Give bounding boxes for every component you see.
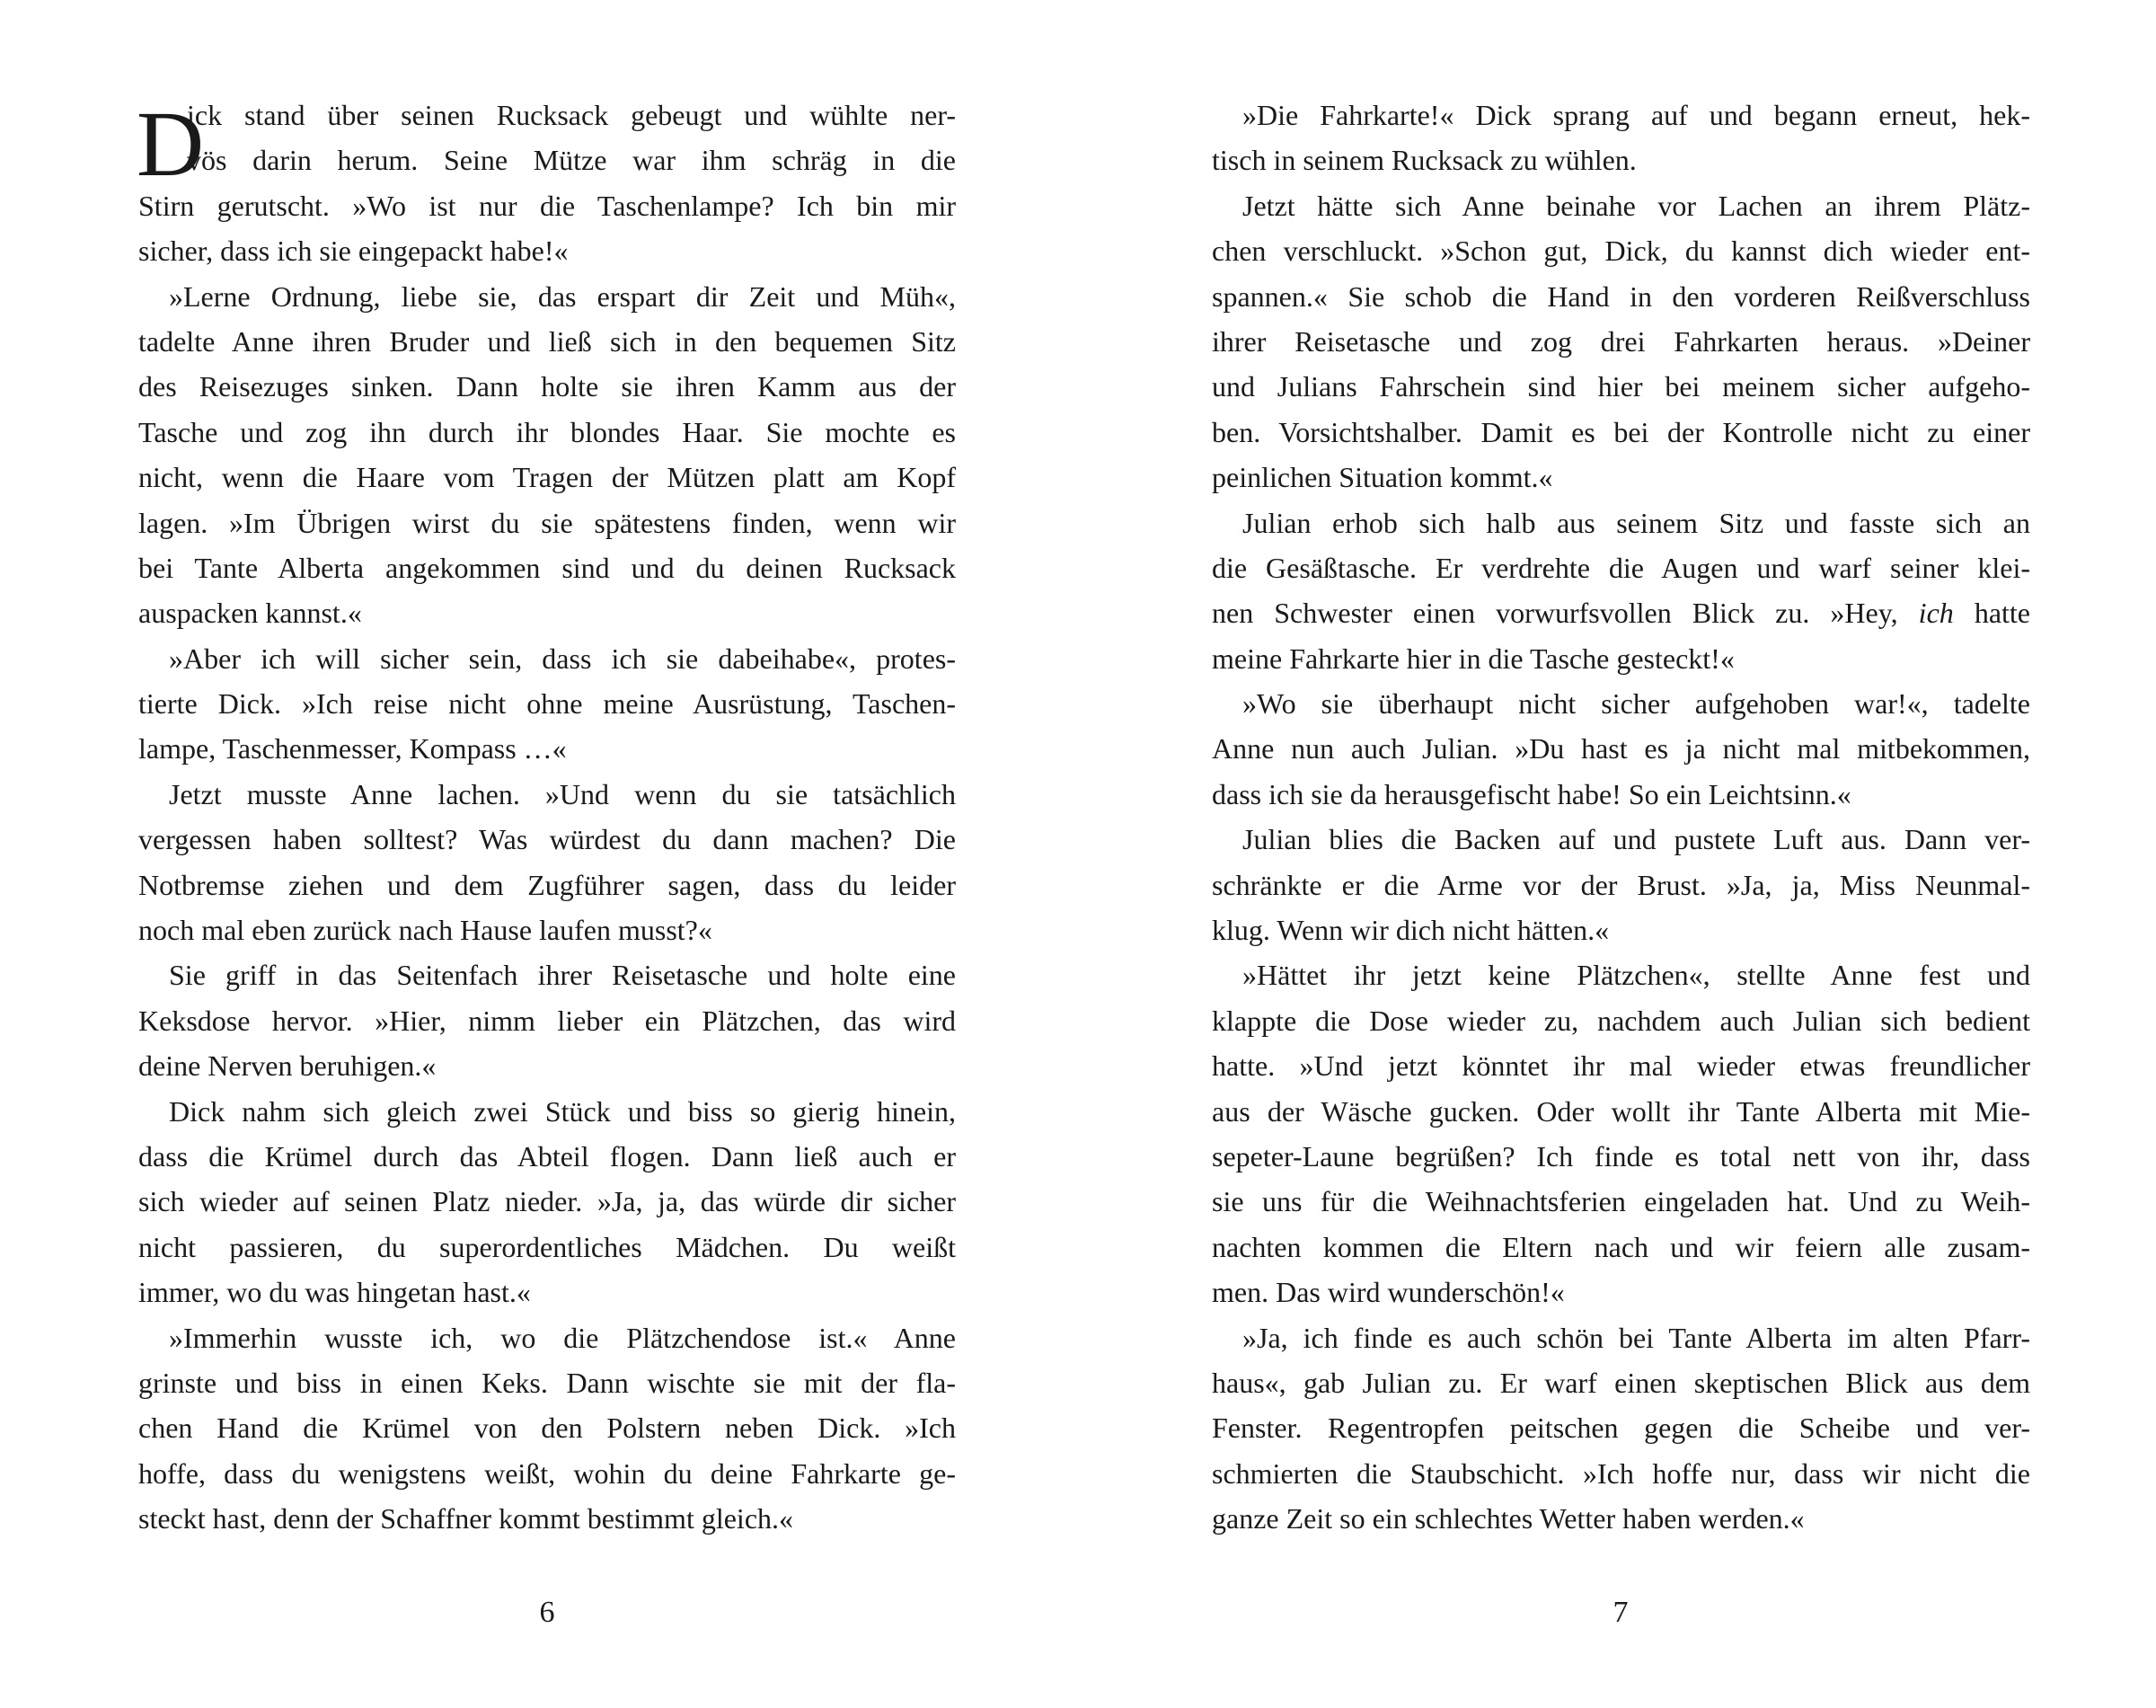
drop-cap: D bbox=[137, 93, 205, 196]
text-line: klug. Wenn wir dich nicht hätten.« bbox=[1212, 914, 1610, 947]
text-line: »Ja, ich finde es auch schön bei Tante Alberta im alten Pfarr- bbox=[1242, 1321, 2030, 1354]
paragraph bbox=[1212, 952, 2030, 1314]
text-line: grinste und biss in einen Keks. Dann wischte sie mit der fla- bbox=[138, 1366, 956, 1399]
text-line: tierte Dick. »Ich reise nicht ohne meine Ausrüstung, Taschen- bbox=[138, 687, 956, 721]
paragraph bbox=[138, 1089, 956, 1315]
text-line: schmierten die Staubschicht. »Ich hoffe nur, dass wir nicht die bbox=[1212, 1456, 2030, 1490]
italic-text: ich bbox=[1918, 597, 1954, 630]
text-line: Keksdose hervor. »Hier, nimm lieber ein Plätzchen, das wird bbox=[138, 1004, 956, 1037]
text-line: ben. Vorsichtshalber. Damit es bei der Kontrolle nicht zu einer bbox=[1212, 415, 2030, 448]
text-line: spannen.« Sie schob die Hand in den vorderen Reißverschluss bbox=[1212, 279, 2030, 313]
left-page-text bbox=[138, 93, 956, 1542]
text-segment: nen Schwester einen vorwurfsvollen Blick zu. »Hey, bbox=[1212, 597, 1919, 630]
text-line: hatte. »Und jetzt könntet ihr mal wieder etwas freundlicher bbox=[1212, 1049, 2030, 1083]
text-line: Julian erhob sich halb aus seinem Sitz und fasste sich an bbox=[1242, 506, 2030, 539]
text-line: Notbremse ziehen und dem Zugführer sagen, dass du leider bbox=[138, 868, 956, 901]
text-line: nicht passieren, du superordentliches Mädchen. Du weißt bbox=[138, 1230, 956, 1263]
paragraph bbox=[1212, 93, 2030, 183]
paragraph bbox=[138, 772, 956, 953]
paragraph bbox=[138, 952, 956, 1088]
text-line: klappte die Dose wieder zu, nachdem auch Julian sich bedient bbox=[1212, 1004, 2030, 1037]
right-page-text bbox=[1212, 93, 2030, 1542]
page-number: 6 bbox=[539, 1596, 555, 1629]
text-line: ganze Zeit so ein schlechtes Wetter haben werden.« bbox=[1212, 1502, 1805, 1535]
text-line: Sie griff in das Seitenfach ihrer Reisetasche und holte eine bbox=[169, 959, 956, 992]
right-page bbox=[1078, 0, 2156, 1708]
text-line: meine Fahrkarte hier in die Tasche gesteckt!« bbox=[1212, 642, 1735, 675]
text-line: Tasche und zog ihn durch ihr blondes Haar. Sie mochte es bbox=[138, 415, 956, 448]
text-line: »Lerne Ordnung, liebe sie, das erspart dir Zeit und Müh«, bbox=[169, 279, 956, 313]
text-line: und Julians Fahrschein sind hier bei meinem sicher aufgeho- bbox=[1212, 370, 2030, 403]
text-line: Jetzt musste Anne lachen. »Und wenn du sie tatsächlich bbox=[169, 777, 956, 810]
text-line: Julian blies die Backen auf und pustete Luft aus. Dann ver- bbox=[1242, 823, 2030, 856]
paragraph bbox=[1212, 183, 2030, 500]
text-line: steckt hast, denn der Schaffner kommt bestimmt gleich.« bbox=[138, 1502, 794, 1535]
text-line: peinlichen Situation kommt.« bbox=[1212, 461, 1553, 494]
text-line: schränkte er die Arme vor der Brust. »Ja, ja, Miss Neunmal- bbox=[1212, 868, 2030, 901]
text-line: chen Hand die Krümel von den Polstern neben Dick. »Ich bbox=[138, 1412, 956, 1445]
text-line: immer, wo du was hingetan hast.« bbox=[138, 1276, 531, 1309]
text-line: sepeter-Laune begrüßen? Ich finde es total nett von ihr, dass bbox=[1212, 1139, 2030, 1173]
text-line: Fenster. Regentropfen peitschen gegen die Scheibe und ver- bbox=[1212, 1412, 2030, 1445]
paragraph bbox=[1212, 500, 2030, 682]
text-line: vös darin herum. Seine Mütze war ihm schräg in die bbox=[187, 144, 956, 177]
text-line: sicher, dass ich sie eingepackt habe!« bbox=[138, 235, 569, 268]
text-line: aus der Wäsche gucken. Oder wollt ihr Tante Alberta mit Mie- bbox=[1212, 1094, 2030, 1128]
text-line: »Immerhin wusste ich, wo die Plätzchendose ist.« Anne bbox=[169, 1321, 956, 1354]
paragraph bbox=[1212, 1315, 2030, 1542]
text-line: sie uns für die Weihnachtsferien eingeladen hat. Und zu Weih- bbox=[1212, 1185, 2030, 1218]
text-line: noch mal eben zurück nach Hause laufen musst?« bbox=[138, 914, 712, 947]
text-line: »Hättet ihr jetzt keine Plätzchen«, stellte Anne fest und bbox=[1242, 959, 2030, 992]
text-line: Stirn gerutscht. »Wo ist nur die Taschenlampe? Ich bin mir bbox=[138, 189, 956, 222]
text-line: Jetzt hätte sich Anne beinahe vor Lachen an ihrem Plätz- bbox=[1242, 189, 2030, 222]
text-segment: hatte bbox=[1953, 597, 2031, 630]
text-line: »Aber ich will sicher sein, dass ich sie dabeihabe«, protes- bbox=[169, 642, 956, 675]
paragraph bbox=[138, 1315, 956, 1542]
text-line: chen verschluckt. »Schon gut, Dick, du kannst dich wieder ent- bbox=[1212, 235, 2030, 268]
text-line: dass ich sie da herausgefischt habe! So ein Leichtsinn.« bbox=[1212, 777, 1851, 810]
text-line bbox=[1212, 590, 2030, 635]
text-line: nicht, wenn die Haare vom Tragen der Mützen platt am Kopf bbox=[138, 461, 956, 494]
text-line: tadelte Anne ihren Bruder und ließ sich in den bequemen Sitz bbox=[138, 324, 956, 358]
text-line: dass die Krümel durch das Abteil flogen. Dann ließ auch er bbox=[138, 1139, 956, 1173]
text-line: nachten kommen die Eltern nach und wir feiern alle zusam- bbox=[1212, 1230, 2030, 1263]
paragraph bbox=[1212, 681, 2030, 817]
text-line: lagen. »Im Übrigen wirst du sie spätestens finden, wenn wir bbox=[138, 506, 956, 539]
text-line: Anne nun auch Julian. »Du hast es ja nicht mal mitbekommen, bbox=[1212, 732, 2030, 766]
paragraph bbox=[1212, 817, 2030, 952]
paragraph bbox=[138, 274, 956, 636]
text-line: lampe, Taschenmesser, Kompass …« bbox=[138, 732, 567, 766]
text-line: »Wo sie überhaupt nicht sicher aufgehoben war!«, tadelte bbox=[1242, 687, 2030, 721]
text-line: tisch in seinem Rucksack zu wühlen. bbox=[1212, 144, 1637, 177]
paragraph bbox=[138, 636, 956, 772]
page-number: 7 bbox=[1613, 1596, 1629, 1629]
text-line: ihrer Reisetasche und zog drei Fahrkarten heraus. »Deiner bbox=[1212, 324, 2030, 358]
text-line: ick stand über seinen Rucksack gebeugt und wühlte ner- bbox=[187, 99, 956, 131]
text-line: die Gesäßtasche. Er verdrehte die Augen und warf seiner klei- bbox=[1212, 551, 2030, 584]
text-line: »Die Fahrkarte!« Dick sprang auf und begann erneut, hek- bbox=[1242, 99, 2030, 131]
text-line: sich wieder auf seinen Platz nieder. »Ja, ja, das würde dir sicher bbox=[138, 1185, 956, 1218]
text-line: bei Tante Alberta angekommen sind und du deinen Rucksack bbox=[138, 551, 956, 584]
text-line: des Reisezuges sinken. Dann holte sie ihren Kamm aus der bbox=[138, 370, 956, 403]
text-line: deine Nerven beruhigen.« bbox=[138, 1049, 437, 1083]
text-line: auspacken kannst.« bbox=[138, 597, 362, 630]
text-line: men. Das wird wunderschön!« bbox=[1212, 1276, 1565, 1309]
text-line: vergessen haben solltest? Was würdest du dann machen? Die bbox=[138, 823, 956, 856]
text-line: Dick nahm sich gleich zwei Stück und biss so gierig hinein, bbox=[169, 1094, 956, 1128]
text-line: hoffe, dass du wenigstens weißt, wohin du deine Fahrkarte ge- bbox=[138, 1456, 956, 1490]
text-line: haus«, gab Julian zu. Er warf einen skeptischen Blick aus dem bbox=[1212, 1366, 2030, 1399]
paragraph bbox=[138, 93, 956, 274]
